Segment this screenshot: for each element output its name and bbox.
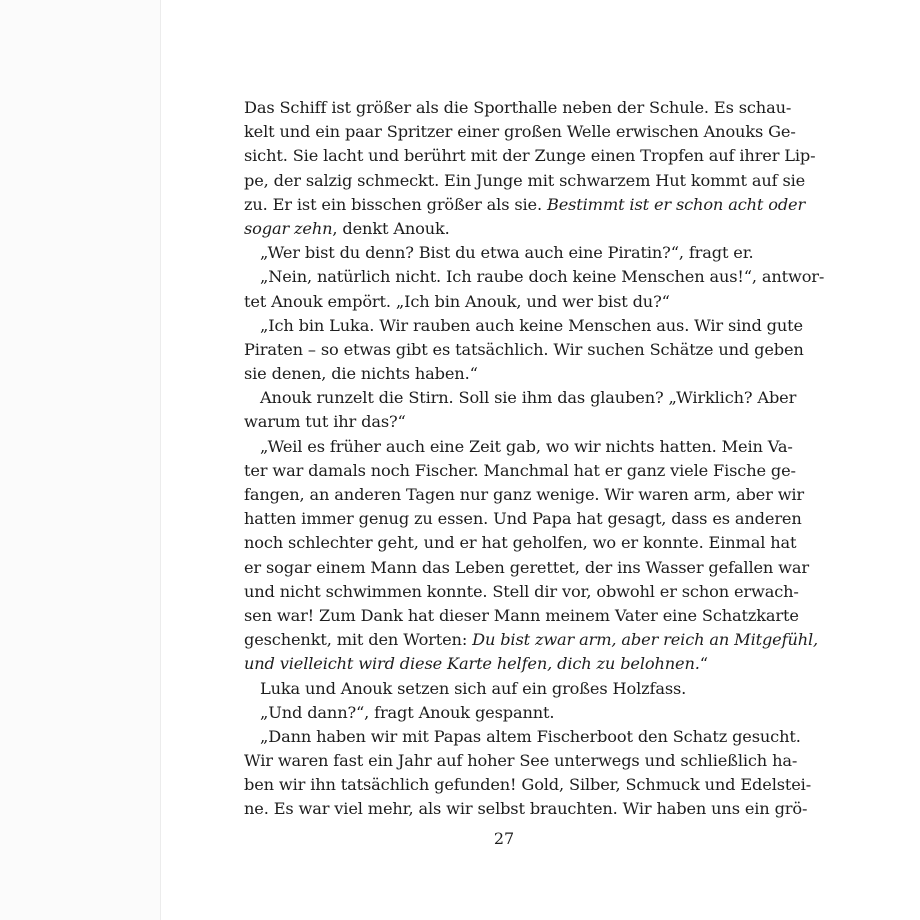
text-segment: hatten immer genug zu essen. Und Papa hat gesagt, dass es anderen (244, 509, 802, 529)
text-line (244, 797, 808, 821)
text-line (244, 217, 764, 241)
text-segment: „Weil es früher auch eine Zeit gab, wo wir nichts hatten. Mein Va- (260, 436, 793, 456)
text-segment: „Dann haben wir mit Papas altem Fischerboot den Schatz gesucht. (260, 726, 801, 746)
text-line (244, 531, 797, 555)
text-segment: pe, der salzig schmeckt. Ein Junge mit schwarzem Hut kommt auf sie (244, 170, 806, 190)
text-segment: Das Schiff ist größer als die Sporthalle neben der Schule. Es schau- (244, 98, 792, 117)
text-segment: „Wer bist du denn? Bist du etwa auch eine Piratin?“, fragt er. (260, 243, 754, 263)
text-line (244, 96, 792, 120)
text-segment: sen war! Zum Dank hat dieser Mann meinem Vater eine Schatzkarte (244, 605, 799, 625)
text-line (244, 749, 798, 773)
italic-text-segment: Du bist zwar arm, aber reich an Mitgefühl, (472, 630, 819, 650)
text-segment: kelt und ein paar Spritzer einer großen Welle erwischen Anouks Ge- (244, 122, 796, 142)
text-line (244, 314, 803, 338)
text-segment: ter war damals noch Fischer. Manchmal hat er ganz viele Fische ge- (244, 460, 796, 480)
page-gutter (0, 0, 161, 920)
text-segment: fangen, an anderen Tagen nur ganz wenige. Wir waren arm, aber wir (244, 485, 805, 504)
text-line (244, 701, 764, 725)
text-segment: , denkt Anouk. (332, 218, 450, 238)
text-segment: sicht. Sie lacht und berührt mit der Zunge einen Tropfen auf ihrer Lip- (244, 146, 816, 166)
text-segment: Piraten – so etwas gibt es tatsächlich. Wir suchen Schätze und geben (244, 339, 804, 359)
italic-text-segment: Bestimmt ist er schon acht oder (546, 194, 806, 214)
text-line (244, 677, 764, 701)
body-text (244, 96, 825, 822)
text-segment: noch schlechter geht, und er hat geholfen, wo er konnte. Einmal hat (244, 533, 797, 553)
text-line (244, 120, 796, 144)
text-line (244, 580, 799, 604)
text-line (244, 362, 764, 386)
page-number: 27 (493, 829, 515, 848)
text-segment: geschenkt, mit den Worten: (244, 630, 473, 650)
text-segment: “ (699, 654, 708, 674)
text-line (244, 628, 819, 652)
text-line (244, 507, 802, 531)
text-segment: Luka und Anouk setzen sich auf ein großes Holzfass. (260, 678, 687, 698)
text-line (244, 169, 806, 193)
text-segment: ben wir ihn tatsächlich gefunden! Gold, Silber, Schmuck und Edelstei- (244, 775, 812, 795)
text-line (244, 435, 793, 459)
text-line (244, 265, 825, 289)
text-line (244, 483, 805, 507)
text-segment: er sogar einem Mann das Leben gerettet, der ins Wasser gefallen war (244, 557, 809, 577)
text-line (244, 556, 809, 580)
text-line (244, 290, 764, 314)
italic-text-segment: und vielleicht wird diese Karte helfen, dich zu belohnen. (244, 654, 700, 674)
text-line (244, 241, 764, 265)
text-segment: „Nein, natürlich nicht. Ich raube doch keine Menschen aus!“, antwor- (260, 267, 825, 287)
text-segment: warum tut ihr das?“ (244, 412, 406, 432)
text-line (244, 410, 764, 434)
text-line (244, 386, 797, 410)
italic-text-segment: sogar zehn (244, 218, 333, 238)
text-line (244, 459, 796, 483)
text-segment: Wir waren fast ein Jahr auf hoher See unterwegs und schließlich ha- (244, 751, 798, 771)
text-line (244, 652, 764, 676)
text-segment: sie denen, die nichts haben.“ (244, 364, 478, 384)
text-segment: „Ich bin Luka. Wir rauben auch keine Menschen aus. Wir sind gute (260, 315, 803, 335)
text-line (244, 773, 812, 797)
text-segment: tet Anouk empört. „Ich bin Anouk, und wer bist du?“ (244, 291, 670, 311)
text-line (244, 193, 806, 217)
text-line (244, 725, 801, 749)
text-line (244, 144, 816, 168)
text-line (244, 604, 799, 628)
text-segment: und nicht schwimmen konnte. Stell dir vor, obwohl er schon erwach- (244, 581, 799, 601)
text-segment: „Und dann?“, fragt Anouk gespannt. (260, 702, 555, 722)
text-line (244, 338, 804, 362)
text-segment: ne. Es war viel mehr, als wir selbst brauchten. Wir haben uns ein grö- (244, 799, 808, 819)
text-segment: zu. Er ist ein bisschen größer als sie. (244, 194, 547, 214)
text-segment: Anouk runzelt die Stirn. Soll sie ihm das glauben? „Wirklich? Aber (260, 388, 797, 408)
